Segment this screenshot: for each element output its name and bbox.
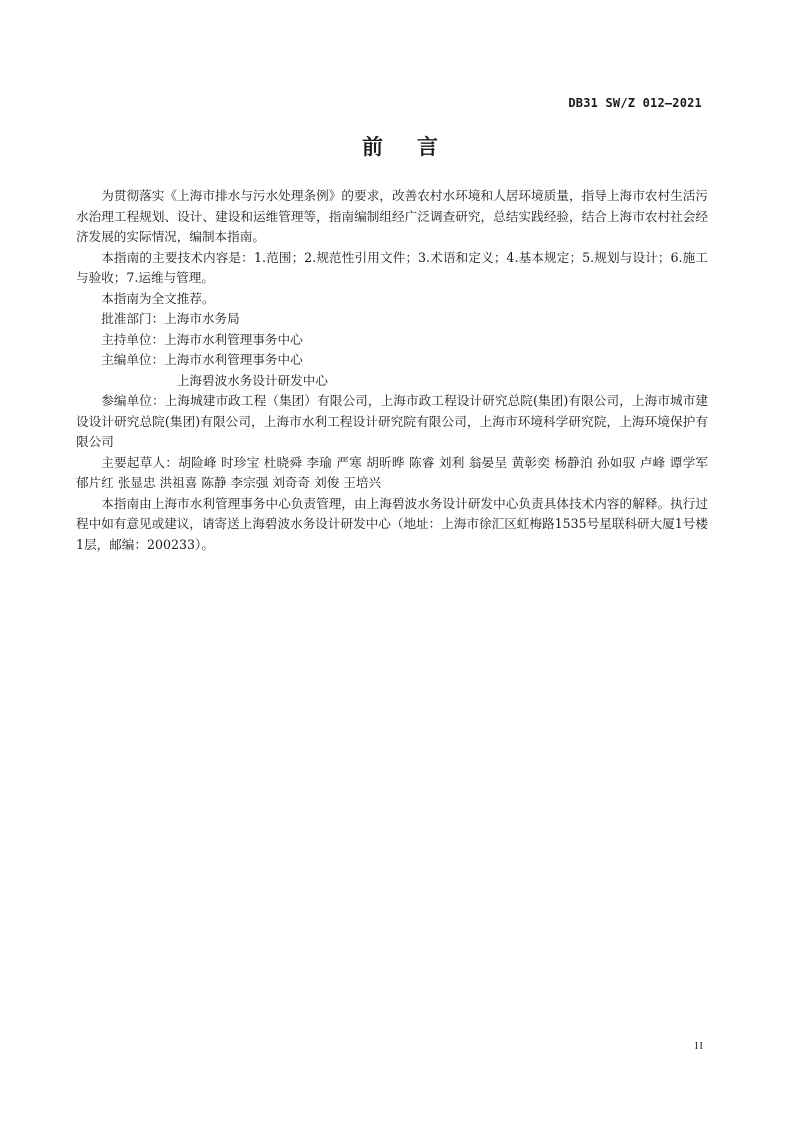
paragraph-chief-editor-unit: 主编单位：上海市水利管理事务中心 <box>101 352 303 367</box>
page-title: 前言 <box>362 135 472 159</box>
paragraph-participating-units: 参编单位：上海城建市政工程（集团）有限公司，上海市政工程设计研究总院(集团)有限公司，上海市城市建设设计研究总院(集团)有限公司，上海市水利工程设计研究院有限公司，上海市环境科学研究院，上海环境保护有限公司 <box>76 393 708 449</box>
document-code: DB31 SW/Z 012—2021 <box>568 96 702 110</box>
paragraph-recommendation: 本指南为全文推荐。 <box>101 290 215 306</box>
paragraph-purpose: 为贯彻落实《上海市排水与污水处理条例》的要求，改善农村水环境和人居环境质量，指导上海市农村生活污水治理工程规划、设计、建设和运维管理等，指南编制组经广泛调查研究，总结实践经验，结合上海市农村社会经济发展的实际情况，编制本指南。 <box>76 188 708 244</box>
foreword-body <box>76 186 708 555</box>
page-number: II <box>694 1040 704 1052</box>
paragraph-host-unit: 主持单位：上海市水利管理事务中心 <box>101 331 303 347</box>
paragraph-management-contact: 本指南由上海市水利管理事务中心负责管理，由上海碧波水务设计研发中心负责具体技术内容的解释。执行过程中如有意见或建议，请寄送上海碧波水务设计研发中心（地址：上海市徐汇区虹梅路1535号星联科研大厦1号楼1层，邮编：200233）。 <box>76 495 708 552</box>
paragraph-main-drafters: 主要起草人：胡险峰 时珍宝 杜晓舜 李瑜 严寒 胡昕晔 陈睿 刘利 翁晏呈 黄彰奕 杨静泊 孙如驭 卢峰 谭学军 郁片红 张显忠 洪祖喜 陈静 李宗强 刘奇奇 刘俊 王培兴 <box>76 454 708 490</box>
paragraph-technical-contents: 本指南的主要技术内容是：1.范围；2.规范性引用文件；3.术语和定义；4.基本规定；5.规划与设计；6.施工与验收；7.运维与管理。 <box>76 249 708 285</box>
paragraph-approval-department: 批准部门：上海市水务局 <box>101 311 240 326</box>
paragraph-chief-editor-unit-2: 上海碧波水务设计研发中心 <box>176 372 328 388</box>
